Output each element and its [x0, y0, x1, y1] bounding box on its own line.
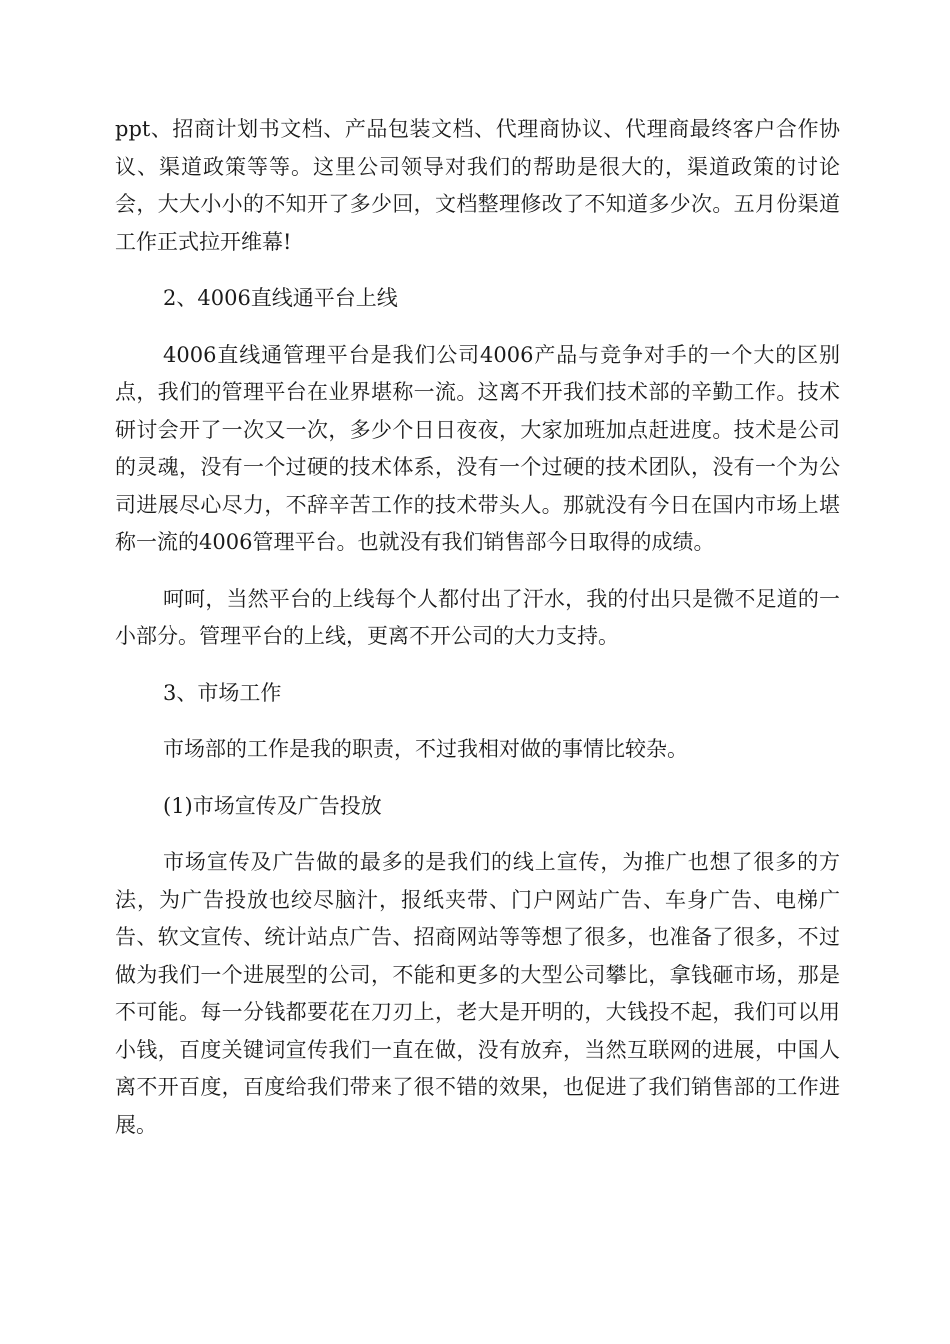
section-heading-platform-launch: 2、4006直线通平台上线 [163, 286, 398, 310]
document-body [115, 111, 840, 1163]
section-heading-market-work: 3、市场工作 [163, 680, 282, 705]
paragraph-market-duty: 市场部的工作是我的职责，不过我相对做的事情比较杂。 [163, 737, 688, 761]
paragraph-advertising: 市场宣传及广告做的最多的是我们的线上宣传，为推广也想了很多的方法，为广告投放也绞尽脑汁，报纸夹带、门户网站广告、车身广告、电梯广告、软文宣传、统计站点广告、招商网站等等想了很多，也准备了很多，不过做为我们一个进展型的公司，不能和更多的大型公司攀比，拿钱砸市场，那是不可能。每一分钱都要花在刀刃上，老大是开明的，大钱投不起，我们可以用小钱，百度关键词宣传我们一直在做，没有放弃，当然互联网的进展，中国人离不开百度，百度给我们带来了很不错的效果，也促进了我们销售部的工作进展。 [115, 850, 840, 1137]
paragraph-platform-description: 4006直线通管理平台是我们公司4006产品与竞争对手的一个大的区别点，我们的管理平台在业界堪称一流。这离不开我们技术部的辛勤工作。技术研讨会开了一次又一次，多少个日日夜夜，大家加班加点赶进度。技术是公司的灵魂，没有一个过硬的技术体系，没有一个过硬的技术团队，没有一个为公司进展尽心尽力，不辞辛苦工作的技术带头人。那就没有今日在国内市场上堪称一流的4006管理平台。也就没有我们销售部今日取得的成绩。 [115, 342, 840, 554]
subsection-heading-advertising: (1)市场宣传及广告投放 [163, 793, 382, 818]
paragraph-platform-effort: 呵呵，当然平台的上线每个人都付出了汗水，我的付出只是微不足道的一小部分。管理平台的上线，更离不开公司的大力支持。 [115, 586, 840, 648]
paragraph-channel-docs: ppt、招商计划书文档、产品包装文档、代理商协议、代理商最终客户合作协议、渠道政策等等。这里公司领导对我们的帮助是很大的，渠道政策的讨论会，大大小小的不知开了多少回，文档整理修改了不知道多少次。五月份渠道工作正式拉开维幕! [115, 117, 840, 254]
